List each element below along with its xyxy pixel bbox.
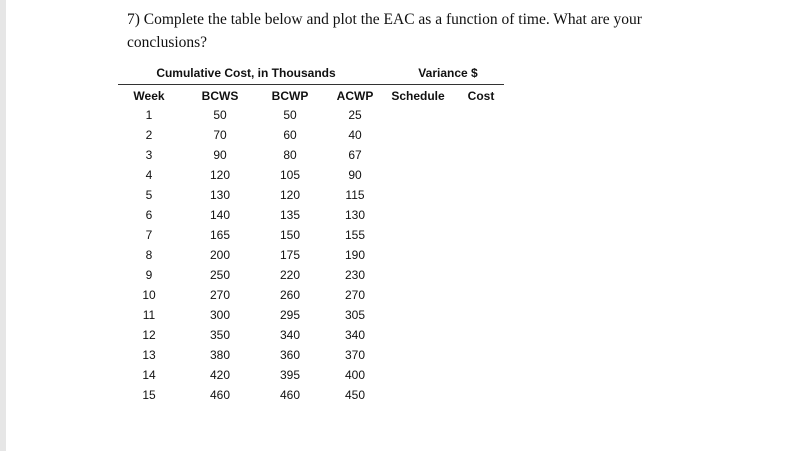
cell-acwp: 340 [344, 328, 366, 342]
variance-header: Variance $ [418, 66, 478, 80]
cell-bcws: 140 [209, 208, 231, 222]
cell-week: 3 [145, 148, 153, 162]
cell-week: 12 [142, 328, 156, 342]
cell-bcws: 130 [209, 188, 231, 202]
col-header-schedule: Schedule [391, 89, 445, 103]
cell-acwp: 67 [348, 148, 362, 162]
table-row [118, 188, 508, 208]
table-row [118, 348, 508, 368]
table-body [118, 108, 508, 408]
table-row [118, 368, 508, 388]
col-header-bcwp: BCWP [271, 89, 309, 103]
cell-bcwp: 120 [279, 188, 301, 202]
left-margin-strip [0, 0, 6, 451]
cell-bcws: 420 [209, 368, 231, 382]
question-line-2: conclusions? [127, 34, 208, 51]
column-header-row [118, 89, 508, 105]
table-row [118, 308, 508, 328]
cell-bcws: 90 [213, 148, 227, 162]
cell-week: 7 [145, 228, 153, 242]
table-row [118, 208, 508, 228]
cell-bcwp: 175 [279, 248, 301, 262]
table-row [118, 168, 508, 188]
col-header-week: Week [133, 89, 165, 103]
cell-bcws: 70 [213, 128, 227, 142]
cell-bcws: 460 [209, 388, 231, 402]
cell-bcws: 50 [213, 108, 227, 122]
question-line-1: 7) Complete the table below and plot the EAC as a function of time. What are your [127, 11, 642, 28]
cell-bcwp: 340 [279, 328, 301, 342]
cell-bcws: 350 [209, 328, 231, 342]
cell-bcwp: 80 [283, 148, 297, 162]
table-row [118, 268, 508, 288]
cell-week: 9 [145, 268, 153, 282]
cell-week: 13 [142, 348, 156, 362]
cumulative-cost-header: Cumulative Cost, in Thousands [156, 66, 336, 80]
cell-bcwp: 260 [279, 288, 301, 302]
question-text [127, 8, 727, 54]
cell-acwp: 90 [348, 168, 362, 182]
col-header-acwp: ACWP [336, 89, 374, 103]
cell-acwp: 450 [344, 388, 366, 402]
table-row [118, 248, 508, 268]
cell-bcwp: 60 [283, 128, 297, 142]
table-row [118, 128, 508, 148]
cell-acwp: 190 [344, 248, 366, 262]
cell-bcwp: 360 [279, 348, 301, 362]
cell-acwp: 270 [344, 288, 366, 302]
cell-acwp: 40 [348, 128, 362, 142]
table-row [118, 228, 508, 248]
cell-acwp: 25 [348, 108, 362, 122]
cell-bcwp: 295 [279, 308, 301, 322]
header-rule [118, 84, 504, 85]
cell-week: 15 [142, 388, 156, 402]
cell-week: 6 [145, 208, 153, 222]
table-row [118, 328, 508, 348]
cell-week: 11 [142, 308, 156, 322]
cell-bcwp: 395 [279, 368, 301, 382]
cell-bcws: 165 [209, 228, 231, 242]
cell-acwp: 305 [344, 308, 366, 322]
cell-bcws: 250 [209, 268, 231, 282]
cell-week: 14 [142, 368, 156, 382]
cell-bcws: 200 [209, 248, 231, 262]
cell-bcwp: 105 [279, 168, 301, 182]
cell-acwp: 130 [344, 208, 366, 222]
table-row [118, 148, 508, 168]
cell-bcws: 120 [209, 168, 231, 182]
cell-acwp: 155 [344, 228, 366, 242]
cell-bcws: 300 [209, 308, 231, 322]
table-row [118, 288, 508, 308]
table-row [118, 388, 508, 408]
cell-week: 1 [145, 108, 153, 122]
cell-week: 2 [145, 128, 153, 142]
cell-acwp: 230 [344, 268, 366, 282]
col-header-bcws: BCWS [201, 89, 239, 103]
cell-bcwp: 220 [279, 268, 301, 282]
cell-week: 5 [145, 188, 153, 202]
cell-week: 4 [145, 168, 153, 182]
cell-acwp: 400 [344, 368, 366, 382]
cell-acwp: 115 [345, 188, 365, 202]
cell-acwp: 370 [344, 348, 366, 362]
cell-bcwp: 135 [279, 208, 301, 222]
cell-bcws: 270 [209, 288, 231, 302]
table-row [118, 108, 508, 128]
cell-week: 8 [145, 248, 153, 262]
cell-bcws: 380 [209, 348, 231, 362]
cell-bcwp: 50 [283, 108, 297, 122]
cell-week: 10 [142, 288, 156, 302]
cell-bcwp: 460 [279, 388, 301, 402]
group-header-row [118, 64, 508, 84]
cell-bcwp: 150 [279, 228, 301, 242]
col-header-cost: Cost [467, 89, 495, 103]
